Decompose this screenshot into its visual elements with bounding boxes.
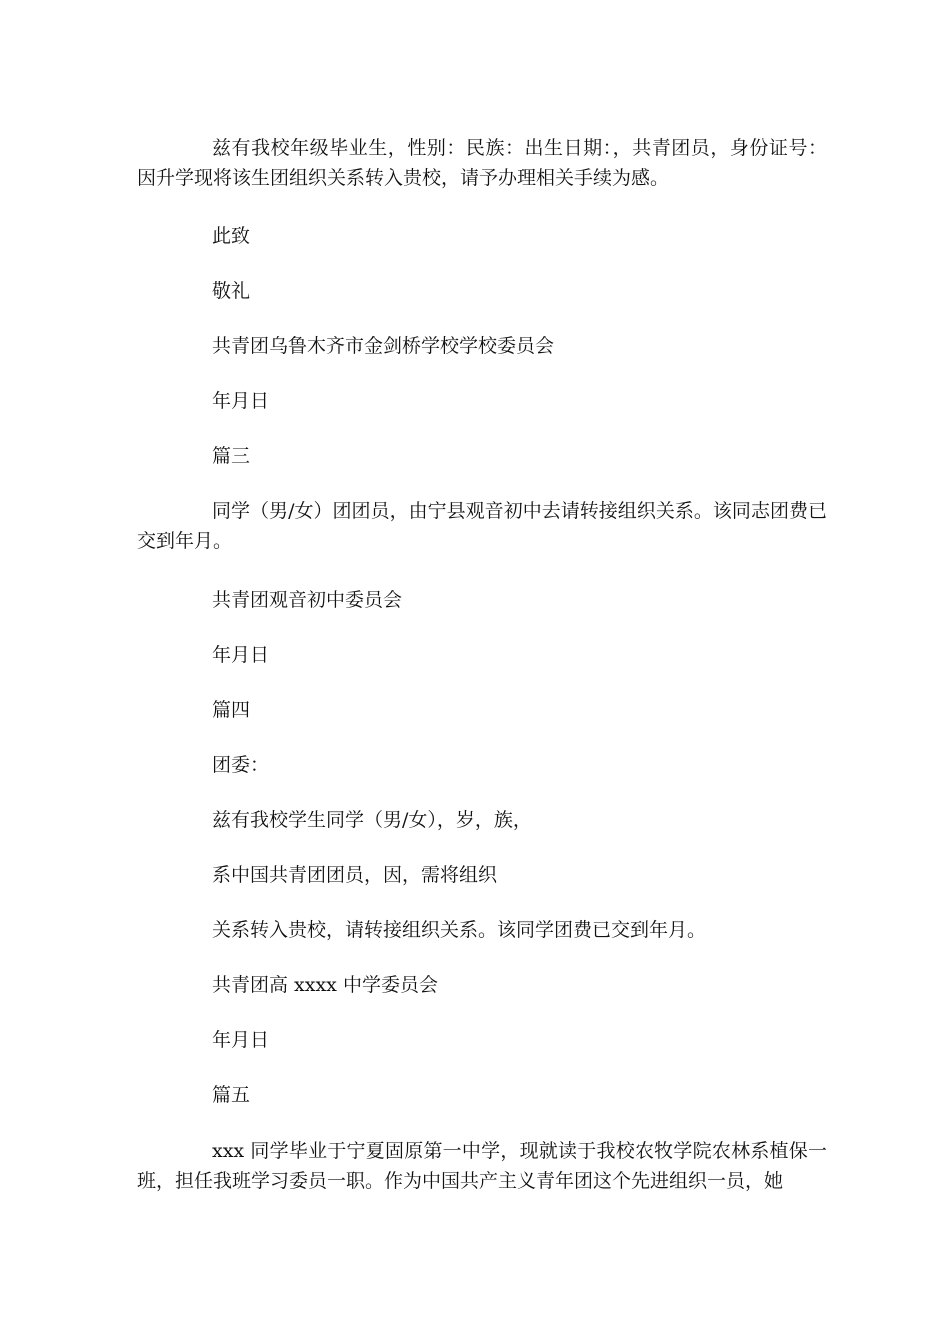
paragraph-student-intro: xxx 同学毕业于宁夏固原第一中学，现就读于我校农牧学院农林系植保一班，担任我班学习委员一职。作为中国共产主义青年团这个先进组织一员，她 <box>137 1140 827 1192</box>
paragraph-line: 兹有我校学生同学（男/女），岁，族， <box>212 809 532 831</box>
section-heading-3: 篇三 <box>212 445 251 467</box>
date-line: 年月日 <box>212 1029 270 1051</box>
signature-committee: 共青团观音初中委员会 <box>212 589 403 611</box>
addressee-line: 团委： <box>212 754 270 776</box>
paragraph-transfer-guanyin: 同学（男/女）团团员，由宁县观音初中去请转接组织关系。该同志团费已交到年月。 <box>137 500 827 552</box>
section-heading-5: 篇五 <box>212 1084 251 1106</box>
closing-regards: 敬礼 <box>212 280 251 302</box>
date-line: 年月日 <box>212 644 270 666</box>
signature-committee: 共青团高 xxxx 中学委员会 <box>212 974 438 996</box>
closing-salutation: 此致 <box>212 225 251 247</box>
signature-committee: 共青团乌鲁木齐市金剑桥学校学校委员会 <box>212 335 555 357</box>
paragraph-line: 关系转入贵校，请转接组织关系。该同学团费已交到年月。 <box>212 919 707 941</box>
date-line: 年月日 <box>212 390 270 412</box>
paragraph-transfer-intro: 兹有我校年级毕业生，性别：民族：出生日期：，共青团员，身份证号：因升学现将该生团组织关系转入贵校，请予办理相关手续为感。 <box>137 137 827 189</box>
paragraph-line: 系中国共青团团员，因，需将组织 <box>212 864 498 886</box>
section-heading-4: 篇四 <box>212 699 251 721</box>
